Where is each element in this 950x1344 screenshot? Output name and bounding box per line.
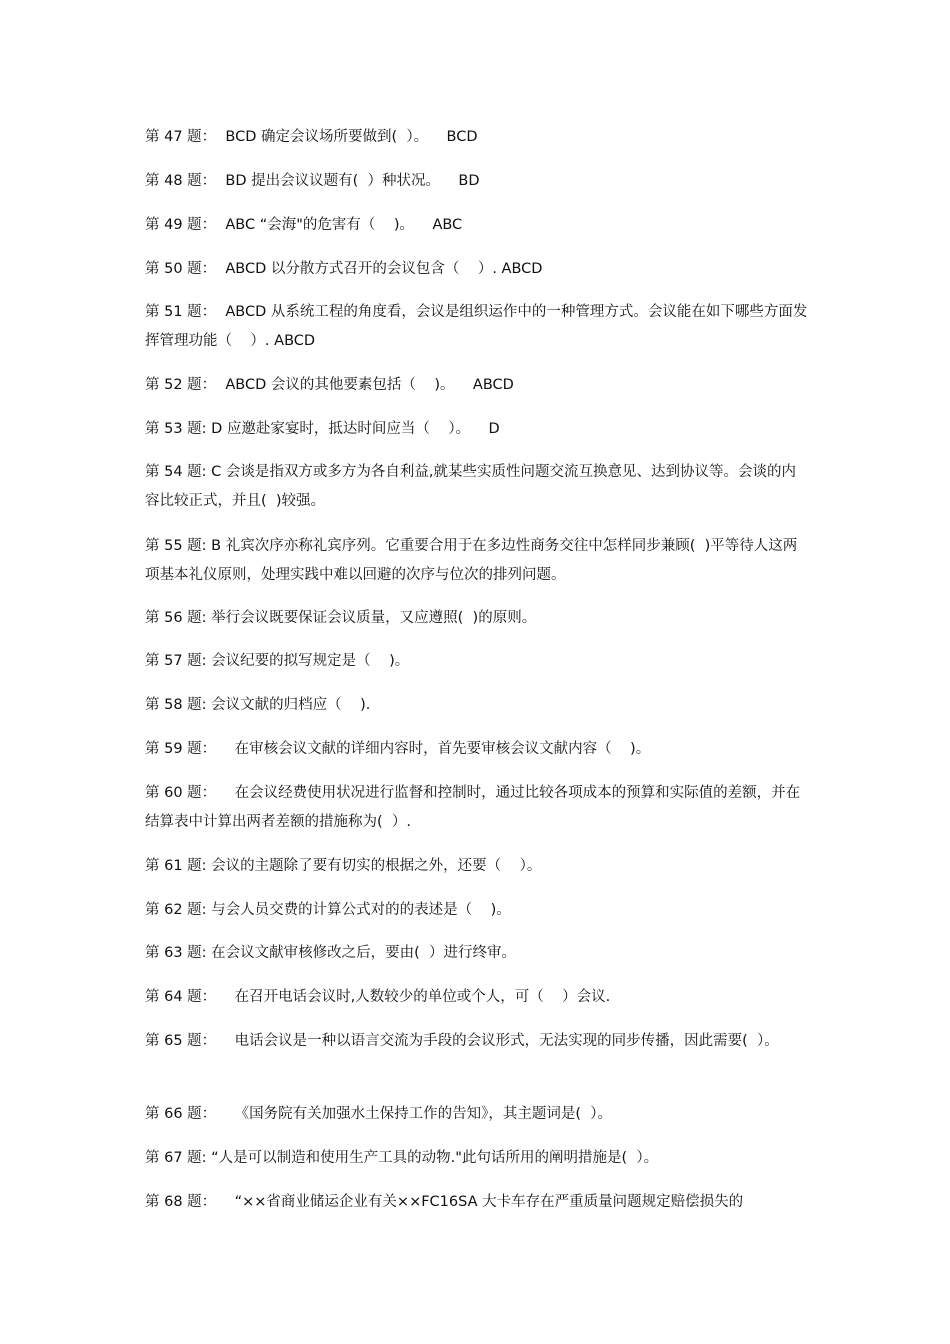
question-52: 第 52 题： ABCD 会议的其他要素包括（ )。 ABCD [145, 377, 514, 393]
question-63: 第 63 题: 在会议文献审核修改之后，要由( ）进行终审。 [145, 945, 517, 961]
question-55: 第 55 题: B 礼宾次序亦称礼宾序列。它重要合用于在多边性商务交往中怎样同步兼顾( )平等待人这两项基本礼仪原则，处理实践中难以回避的次序与位次的排列问题。 [145, 538, 798, 583]
question-47: 第 47 题： BCD 确定会议场所要做到( ）。 BCD [145, 129, 478, 145]
question-61: 第 61 题: 会议的主题除了要有切实的根据之外，还要（ ）。 [145, 858, 542, 874]
question-58: 第 58 题: 会议文献的归档应（ ). [145, 697, 371, 713]
question-67: 第 67 题: “人是可以制造和使用生产工具的动物."此句话所用的阐明措施是( ）。 [145, 1150, 659, 1166]
question-49: 第 49 题： ABC “会海"的危害有（ )。 ABC [145, 217, 463, 233]
question-56: 第 56 题: 举行会议既要保证会议质量，又应遵照( )的原则。 [145, 610, 537, 626]
question-53: 第 53 题: D 应邀赴家宴时，抵达时间应当（ ）。 D [145, 421, 500, 437]
question-68: 第 68 题： “××省商业储运企业有关××FC16SA 大卡车存在严重质量问题规定赔偿损失的 [145, 1194, 744, 1210]
question-60: 第 60 题： 在会议经费使用状况进行监督和控制时，通过比较各项成本的预算和实际值的差额，并在结算表中计算出两者差额的措施称为( ）. [145, 785, 801, 830]
question-64: 第 64 题： 在召开电话会议时,人数较少的单位或个人，可（ ）会议. [145, 989, 611, 1005]
question-50: 第 50 题： ABCD 以分散方式召开的会议包含（ ）. ABCD [145, 261, 543, 277]
question-59: 第 59 题： 在审核会议文献的详细内容时，首先要审核会议文献内容（ )。 [145, 741, 651, 757]
question-66: 第 66 题： 《国务院有关加强水土保持工作的告知》，其主题词是( ）。 [145, 1106, 612, 1122]
question-48: 第 48 题： BD 提出会议议题有( ）种状况。 BD [145, 173, 480, 189]
question-62: 第 62 题: 与会人员交费的计算公式对的的表述是（ )。 [145, 902, 511, 918]
question-65: 第 65 题： 电话会议是一种以语言交流为手段的会议形式，无法实现的同步传播，因此需要( ）。 [145, 1033, 779, 1049]
question-51: 第 51 题： ABCD 从系统工程的角度看，会议是组织运作中的一种管理方式。会议能在如下哪些方面发挥管理功能（ ）. ABCD [145, 304, 808, 349]
question-54: 第 54 题: C 会谈是指双方或多方为各自利益,就某些实质性问题交流互换意见、达到协议等。会谈的内容比较正式，并且( )较强。 [145, 464, 797, 509]
question-57: 第 57 题: 会议纪要的拟写规定是（ )。 [145, 653, 410, 669]
